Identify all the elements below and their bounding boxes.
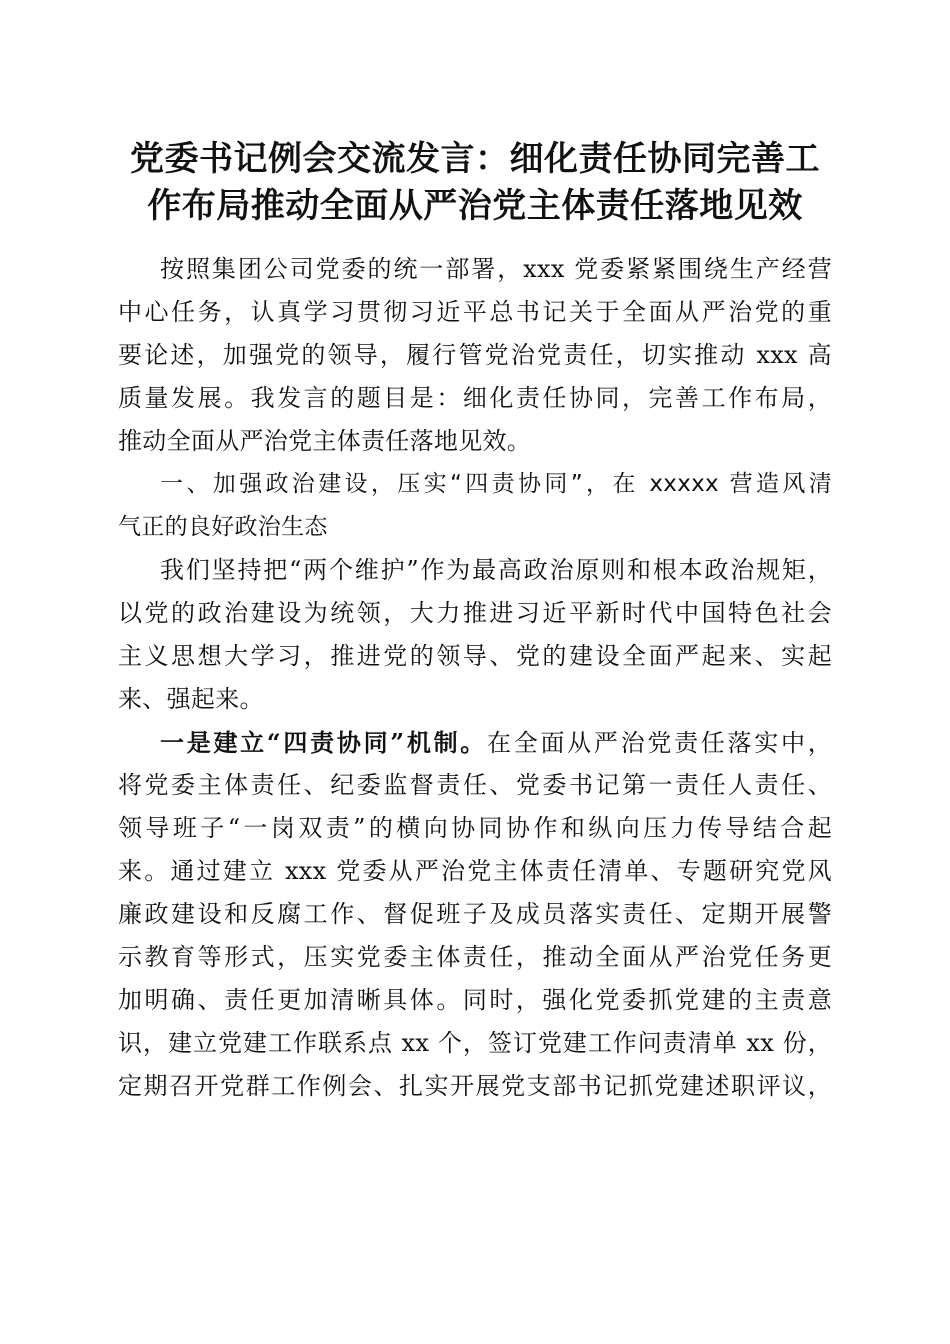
intro-paragraph: [118, 248, 832, 463]
section-1-paragraph: [118, 549, 832, 721]
point-1-paragraph: [118, 721, 832, 1108]
paragraph-line: 识，建立党建工作联系点 xx 个，签订党建工作问责清单 xx 份，: [118, 1029, 832, 1057]
paragraph-line: 推动全面从严治党主体责任落地见效。: [118, 427, 532, 455]
paragraph-line: [118, 721, 832, 764]
paragraph-line: 主义思想大学习，推进党的领导、党的建设全面严起来、实起: [118, 642, 832, 670]
point-lead-rest: 在全面从严治党责任落实中，: [487, 729, 832, 757]
paragraph-line: 中心任务，认真学习贯彻习近平总书记关于全面从严治党的重: [118, 298, 832, 326]
paragraph-line: 定期召开党群工作例会、扎实开展党支部书记抓党建述职评议，: [118, 1072, 832, 1100]
title-line-1: 党委书记例会交流发言：细化责任协同完善工: [130, 139, 820, 179]
title-line-2: 作布局推动全面从严治党主体责任落地见效: [147, 186, 803, 226]
paragraph-line: 来、强起来。: [118, 685, 264, 713]
paragraph-line: 以党的政治建设为统领，大力推进习近平新时代中国特色社会: [118, 599, 832, 627]
paragraph-line: 将党委主体责任、纪委监督责任、党委书记第一责任人责任、: [118, 771, 832, 799]
heading-line: 气正的良好政治生态: [118, 514, 328, 540]
paragraph-line: 来。通过建立 xxx 党委从严治党主体责任清单、专题研究党风: [118, 857, 832, 885]
paragraph-line: 质量发展。我发言的题目是：细化责任协同，完善工作布局，: [118, 384, 832, 412]
point-lead: 一是建立“四责协同”机制。: [160, 728, 488, 757]
document-title: [100, 136, 850, 230]
section-heading-1: [118, 463, 832, 549]
paragraph-line: 加明确、责任更加清晰具体。同时，强化党委抓党建的主责意: [118, 986, 832, 1014]
paragraph-line: 要论述，加强党的领导，履行管党治党责任，切实推动 xxx 高: [118, 341, 832, 369]
paragraph-line: 领导班子“一岗双责”的横向协同协作和纵向压力传导结合起: [118, 814, 832, 842]
paragraph-line: 示教育等形式，压实党委主体责任，推动全面从严治党任务更: [118, 943, 832, 971]
paragraph-line: 按照集团公司党委的统一部署，xxx 党委紧紧围绕生产经营: [160, 255, 832, 283]
paragraph-line: 廉政建设和反腐工作、督促班子及成员落实责任、定期开展警: [118, 900, 832, 928]
document-body: [118, 248, 832, 1108]
heading-line: 一、加强政治建设，压实“四责协同”，在 xxxxx 营造风清: [160, 471, 832, 497]
paragraph-line: 我们坚持把“两个维护”作为最高政治原则和根本政治规矩，: [160, 556, 832, 584]
